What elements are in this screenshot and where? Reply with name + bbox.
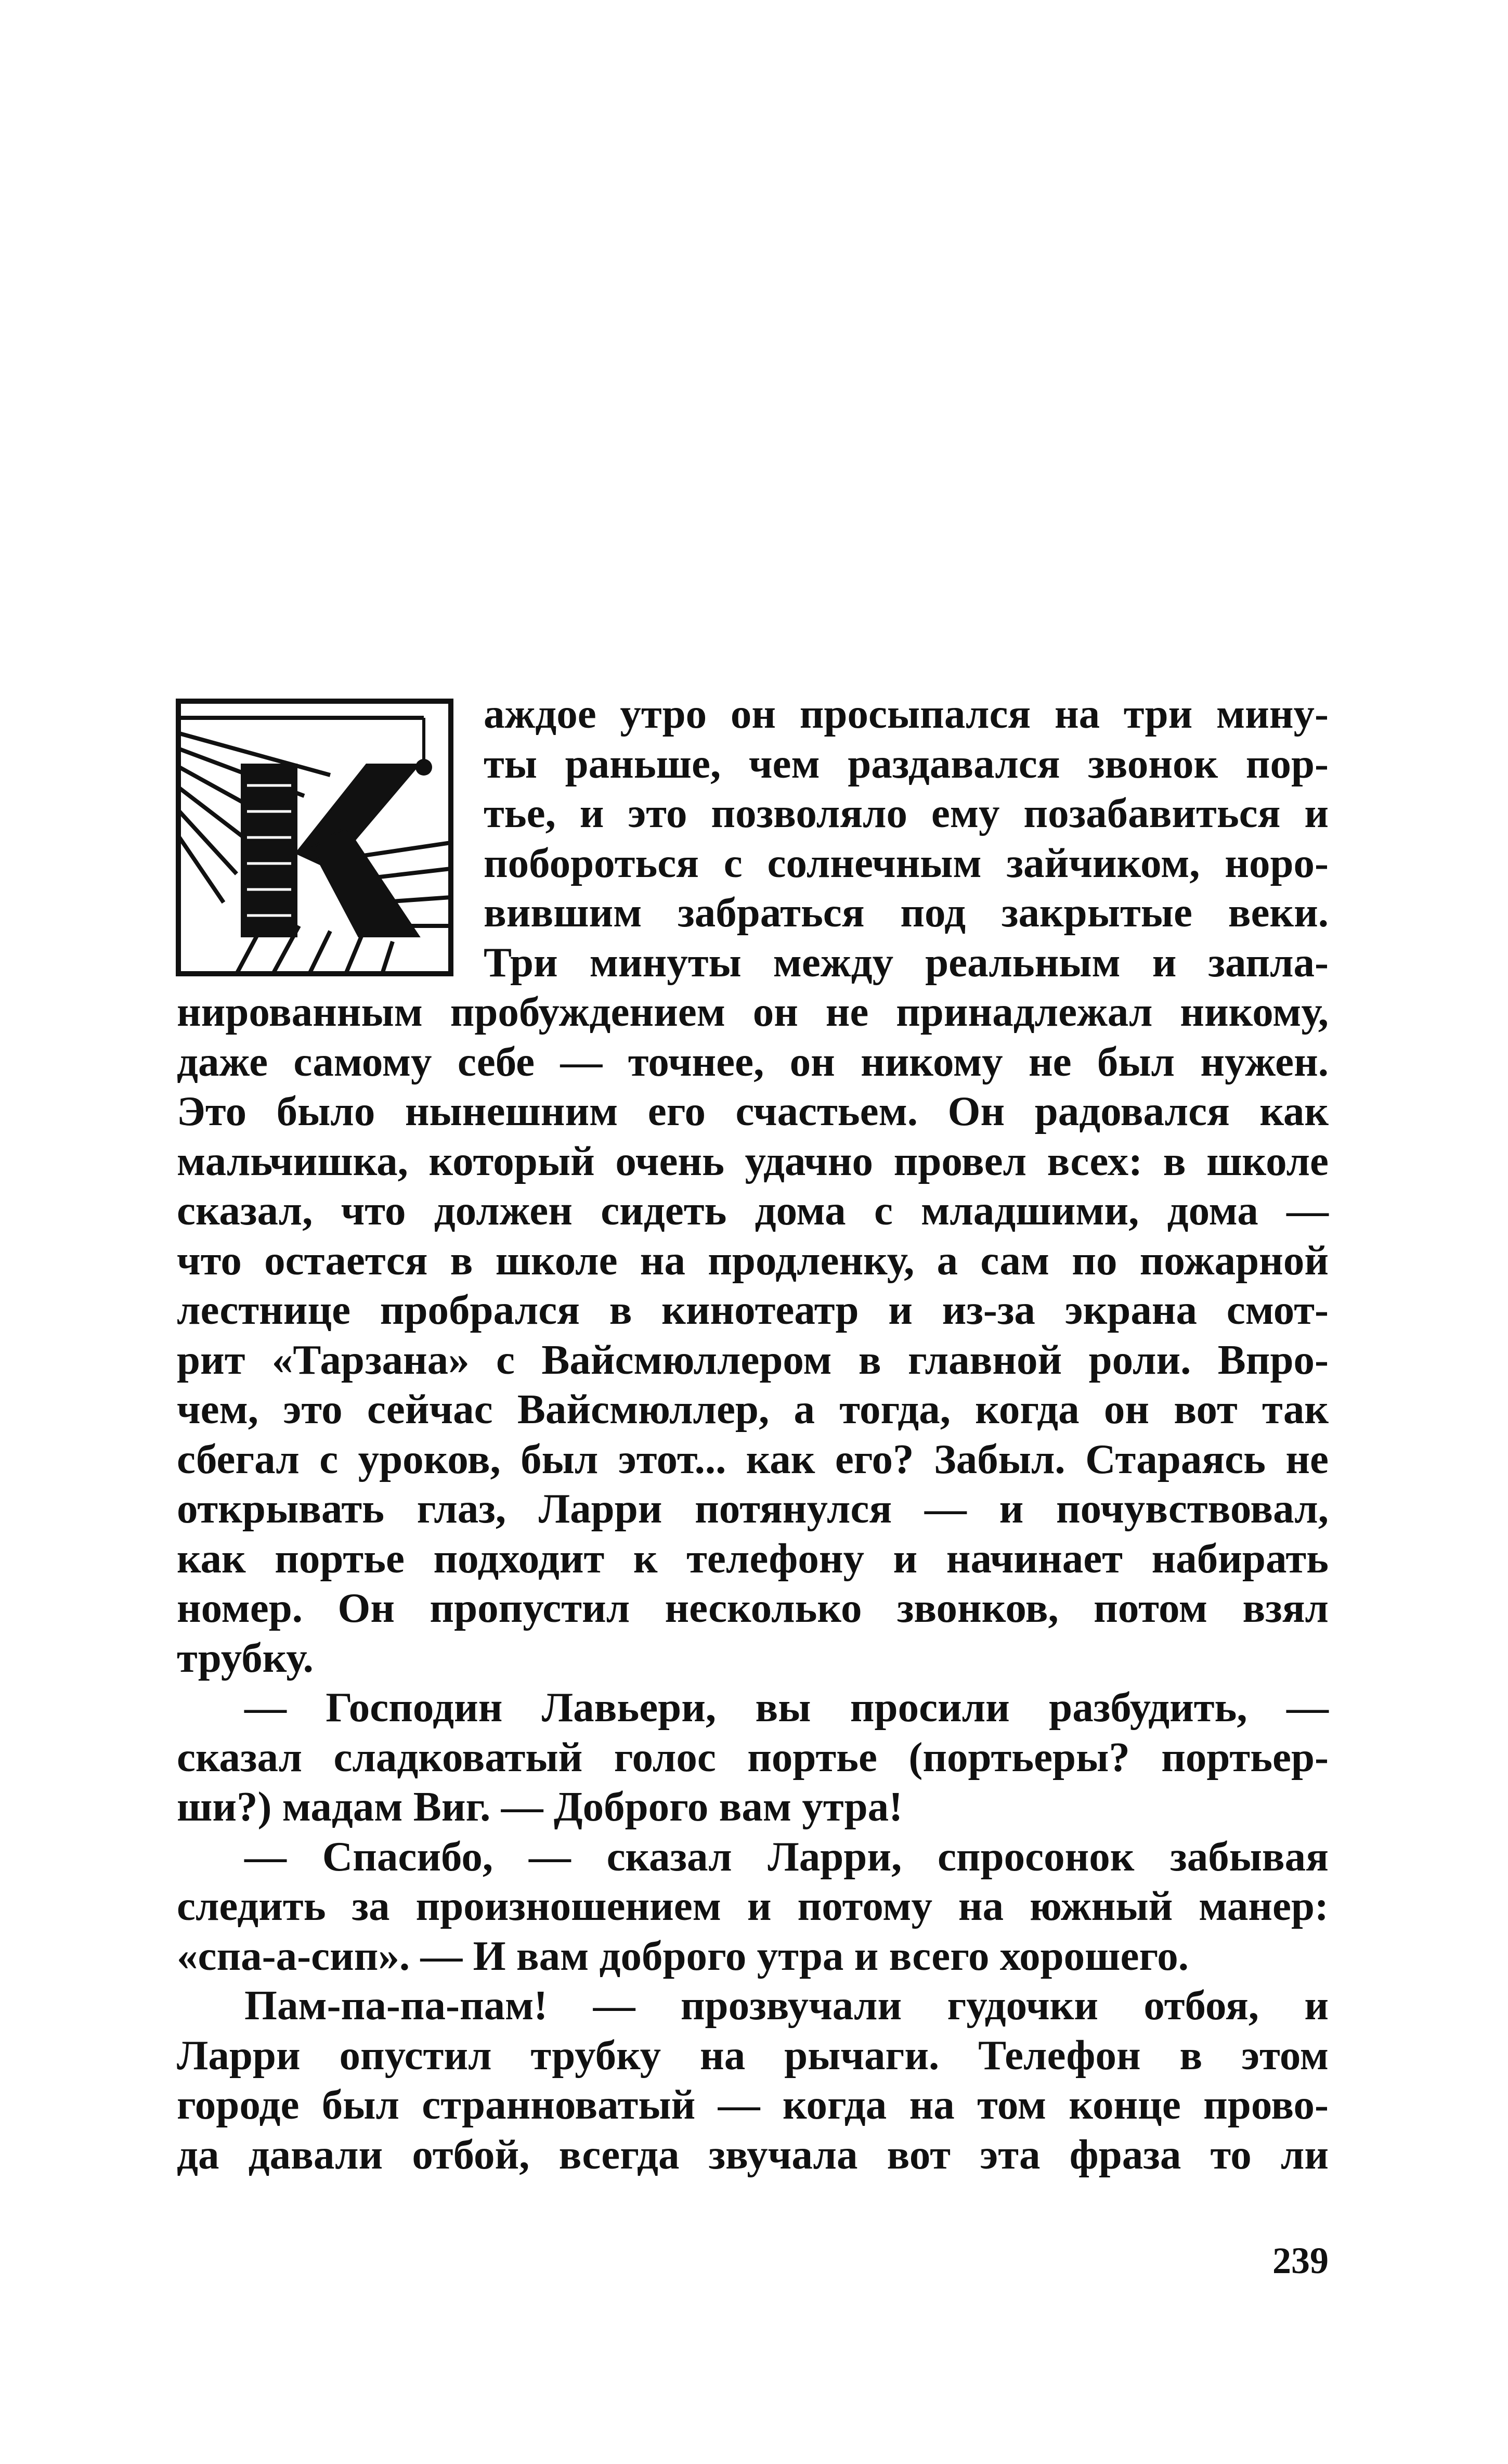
text-line: даже самому себе — точнее, он никому не был нужен. [177, 1038, 1329, 1085]
text-line: Это было нынешним его счастьем. Он радовался как [177, 1088, 1329, 1134]
text-line: трубку. [177, 1634, 314, 1681]
text-line: следить за произношением и потому на южный манер: [177, 1882, 1329, 1929]
text-line: нированным пробуждением он не принадлежал никому, [177, 988, 1329, 1035]
text-line: вившим забраться под закрытые веки. [484, 889, 1329, 936]
text-line: рит «Тарзана» с Вайсмюллером в главной роли. Впро- [177, 1336, 1329, 1383]
text-line: ты раньше, чем раздавался звонок пор- [484, 740, 1329, 787]
paragraph [177, 689, 1329, 1683]
text-line: чем, это сейчас Вайсмюллер, а тогда, когда он вот так [177, 1386, 1329, 1433]
text-line: мальчишка, который очень удачно провел всех: в школе [177, 1137, 1329, 1184]
text-line: городе был странноватый — когда на том конце прово- [177, 2081, 1329, 2128]
paragraph [177, 1683, 1329, 1832]
text-line: — Спасибо, — сказал Ларри, спросонок забывая [244, 1833, 1329, 1880]
text-line: номер. Он пропустил несколько звонков, потом взял [177, 1584, 1329, 1631]
text-line: лестнице пробрался в кинотеатр и из-за экрана смот- [177, 1286, 1329, 1333]
paragraph [177, 1981, 1329, 2179]
text-line: что остается в школе на продленку, а сам по пожарной [177, 1236, 1329, 1284]
text-line: — Господин Лавьери, вы просили разбудить, — [244, 1684, 1329, 1731]
text-line: «спа-а-сип». — И вам доброго утра и всего хорошего. [177, 1932, 1189, 1979]
text-line: ши?) мадам Виг. — Доброго вам утра! [177, 1783, 903, 1830]
text-line: сказал, что должен сидеть дома с младшими, дома — [177, 1187, 1329, 1234]
text-line: да давали отбой, всегда звучала вот эта фраза то ли [177, 2131, 1329, 2178]
page-number: 239 [1272, 2240, 1329, 2281]
text-line: Пам-па-па-пам! — прозвучали гудочки отбоя, и [244, 1982, 1329, 2029]
text-line: как портье подходит к телефону и начинает набирать [177, 1534, 1329, 1582]
text-line: Ларри опустил трубку на рычаги. Телефон в этом [177, 2031, 1329, 2079]
text-line: сказал сладковатый голос портье (портьеры? портьер- [177, 1733, 1329, 1781]
text-line: Три минуты между реальным и запла- [484, 938, 1329, 986]
text-line: тье, и это позволяло ему позабавиться и [484, 790, 1329, 836]
text-line: побороться с солнечным зайчиком, норо- [484, 839, 1329, 886]
text-line: аждое утро он просыпался на три мину- [484, 690, 1329, 737]
text-line: сбегал с уроков, был этот... как его? Забыл. Стараясь не [177, 1435, 1329, 1482]
body-text [177, 689, 1329, 2179]
paragraph [177, 1832, 1329, 1981]
text-line: открывать глаз, Ларри потянулся — и почувствовал, [177, 1485, 1329, 1532]
